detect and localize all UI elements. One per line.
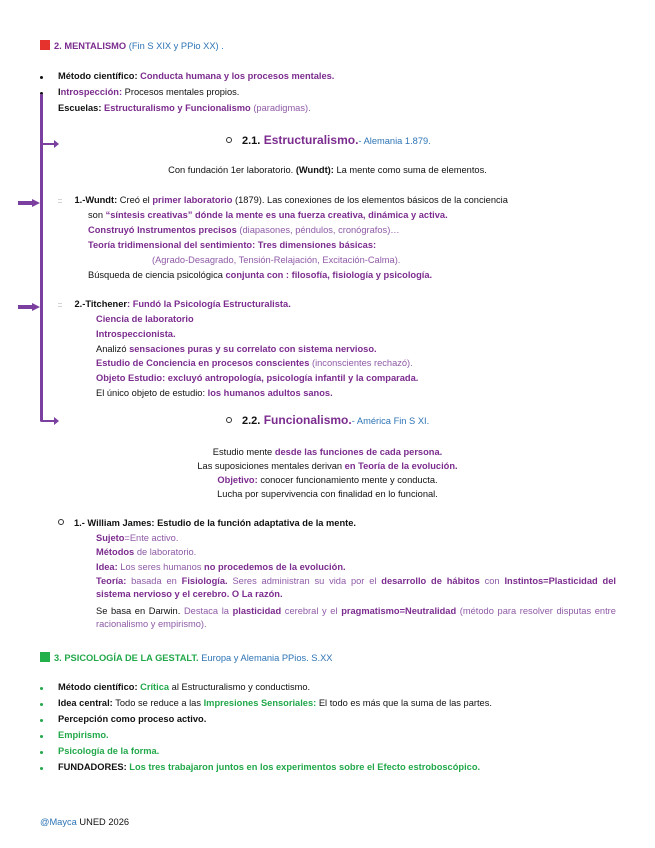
titchener-line-6: Objeto Estudio: excluyó antropología, psicología infantil y la comparada.: [96, 373, 419, 383]
section-number: 2. MENTALISMO: [54, 41, 127, 51]
subsection-heading-funcionalismo: 2.2. Funcionalismo.- América Fin S XI.: [226, 414, 429, 428]
funcionalismo-line-1: Estudio mente desde las funciones de cada persona.: [212, 447, 443, 457]
bullet-icon: [40, 735, 43, 738]
list-item: Introspección: Procesos mentales propios.: [58, 87, 240, 97]
titchener-line-5: Estudio de Conciencia en procesos conscientes (inconscientes rechazó).: [96, 358, 413, 368]
gestalt-item-3: Percepción como proceso activo.: [58, 714, 207, 724]
list-item: Método científico: Conducta humana y los procesos mentales.: [58, 71, 335, 81]
footer-credit: @Mayca UNED 2026: [40, 817, 130, 827]
double-dot-icon: ::: [58, 302, 62, 309]
bullet-icon: [40, 703, 43, 706]
gestalt-item-2: Idea central: Todo se reduce a las Impresiones Sensoriales: El todo es más que la suma de las partes.: [58, 698, 492, 708]
arrow-right-icon: [18, 303, 40, 311]
subsection-heading-estructuralismo: 2.1. Estructuralismo.- Alemania 1.879.: [226, 134, 431, 148]
gestalt-item-1: Método científico: Crítica al Estructuralismo y conductismo.: [58, 682, 311, 692]
titchener-line-2: Ciencia de laboratorio: [96, 314, 194, 324]
james-line-2: Métodos de laboratorio.: [96, 547, 197, 557]
estructuralismo-intro: Con fundación 1er laboratorio. (Wundt): La mente como suma de elementos.: [168, 165, 487, 175]
titchener-line-7: El único objeto de estudio: los humanos adultos sanos.: [96, 388, 333, 398]
bullet-icon: [40, 767, 43, 770]
arrow-right-icon: [18, 199, 40, 207]
titchener-line-3: Introspeccionista.: [96, 329, 176, 339]
circle-bullet-icon: [226, 137, 232, 143]
gestalt-item-5: Psicología de la forma.: [58, 746, 160, 756]
bullet-icon: [40, 76, 43, 79]
double-dot-icon: ::: [58, 198, 62, 205]
wundt-line-3: Construyó Instrumentos precisos (diapasones, péndulos, cronógrafos)…: [88, 225, 400, 235]
james-teoria: Teoría: basada en Fisiología. Seres administran su vida por el desarrollo de hábitos con Instintos=Plasticidad del sistema nervioso y el cerebro. O La razón.: [96, 576, 616, 599]
green-square-icon: [40, 652, 50, 662]
circle-bullet-icon: [58, 519, 64, 525]
funcionalismo-line-2: Las suposiciones mentales derivan en Teoría de la evolución.: [197, 461, 458, 471]
section-subtitle: Europa y Alemania PPios. S.XX: [201, 653, 333, 663]
funcionalismo-line-4: Lucha por supervivencia con finalidad en lo funcional.: [217, 489, 438, 499]
james-darwin: Se basa en Darwin. Destaca la plasticidad cerebral y el pragmatismo=Neutralidad (método para resolver disputas entre racionalismo y empirismo).: [96, 606, 616, 629]
circle-bullet-icon: [226, 417, 232, 423]
bullet-icon: [40, 719, 43, 722]
wundt-line-2: son “síntesis creativas” dónde la mente es una fuerza creativa, dinámica y activa.: [88, 210, 448, 220]
section-heading-gestalt: [40, 652, 333, 665]
section-subtitle: (Fin S XIX y PPio XX) .: [128, 41, 224, 51]
wundt-line-4: Teoría tridimensional del sentimiento: Tres dimensiones básicas:: [88, 240, 377, 250]
wundt-line-5: (Agrado-Desagrado, Tensión-Relajación, Excitación-Calma).: [152, 255, 401, 265]
list-item: Escuelas: Estructuralismo y Funcionalismo (paradigmas).: [58, 103, 311, 113]
bullet-icon: [40, 687, 43, 690]
section-heading-mentalismo: [40, 40, 224, 53]
red-square-icon: [40, 40, 50, 50]
bullet-icon: [40, 751, 43, 754]
titchener-line-1: :: 2.-Titchener: Fundó la Psicología Estructuralista.: [58, 299, 291, 309]
gestalt-item-6: FUNDADORES: Los tres trabajaron juntos en los experimentos sobre el Efecto estroboscópico.: [58, 762, 481, 772]
funcionalismo-line-3: Objetivo: conocer funcionamiento mente y conducta.: [217, 475, 438, 485]
gestalt-item-4: Empirismo.: [58, 730, 109, 740]
titchener-line-4: Analizó sensaciones puras y su correlato con sistema nervioso.: [96, 344, 377, 354]
james-heading: 1.- William James: Estudio de la función adaptativa de la mente.: [58, 517, 356, 530]
james-line-1: Sujeto=Ente activo.: [96, 533, 179, 543]
james-line-3: Idea: Los seres humanos no procedemos de la evolución.: [96, 562, 346, 572]
wundt-line-6: Búsqueda de ciencia psicológica conjunta con : filosofía, fisiología y psicología.: [88, 270, 433, 280]
section-number: 3. PSICOLOGÍA DE LA GESTALT.: [54, 653, 199, 663]
arrow-right-icon: [42, 143, 56, 145]
arrow-right-icon: [42, 420, 56, 422]
wundt-line-1: :: 1.-Wundt: Creó el primer laboratorio (1879). Las conexiones de los elementos básicos de la conciencia: [58, 195, 508, 205]
